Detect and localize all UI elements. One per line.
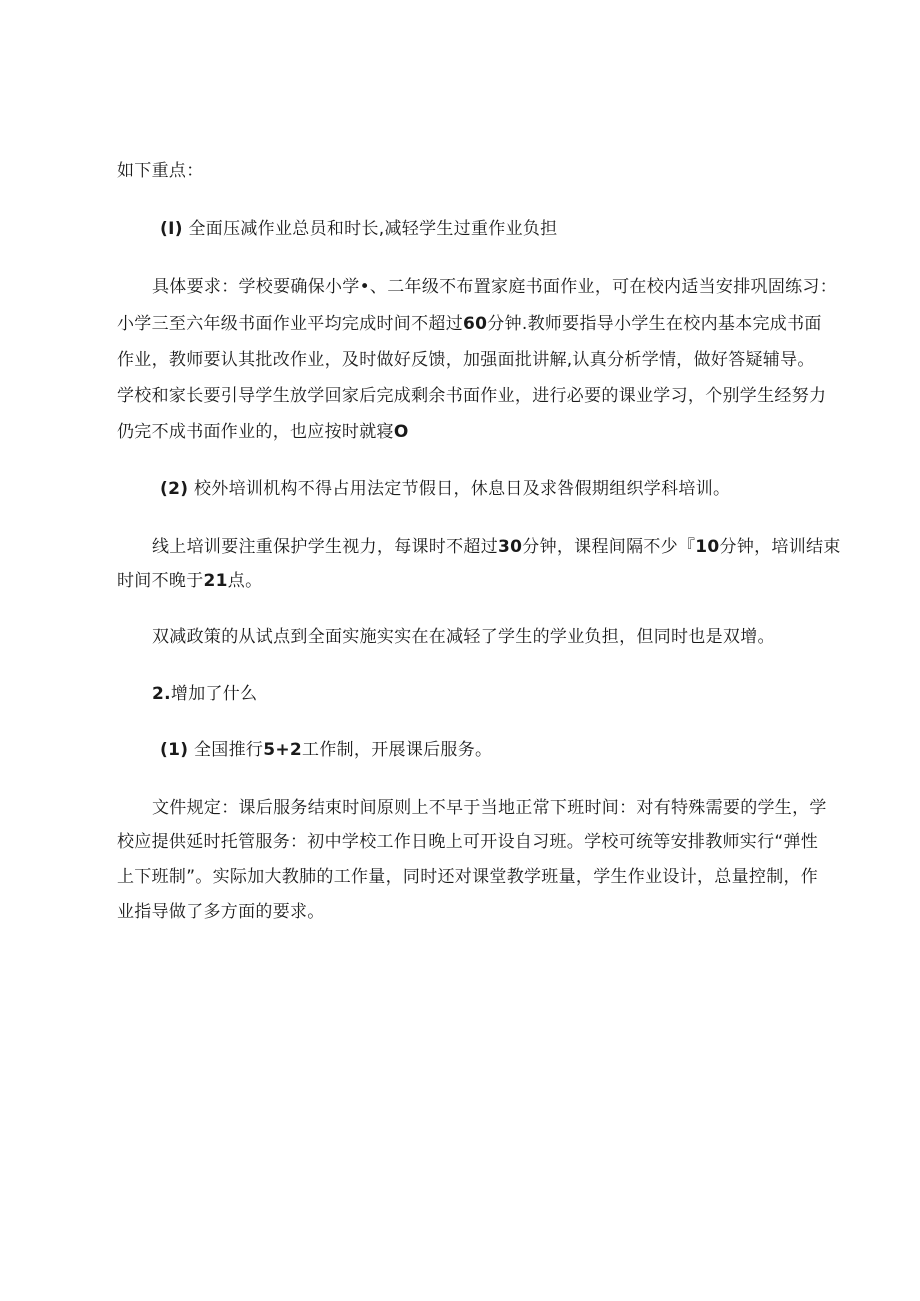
intro-text: 如下重点： xyxy=(117,161,204,181)
section2-line-1: 线上培训要注重保护学生视力，每课时不超过30分钟，课程间隔不少『10分钟，培训结束 xyxy=(152,537,841,557)
section1-line-3: 作业，教师要认其批改作业，及时做好反馈，加强面批讲解,认真分析学情，做好答疑辅导。 xyxy=(117,350,815,370)
section1-line-2: 小学三至六年级书面作业平均完成时间不超过60分钟.教师要指导小学生在校内基本完成书面 xyxy=(117,314,822,334)
section1-heading xyxy=(160,217,558,241)
section1-line-5: 仍完不成书面作业的，也应按时就寝O xyxy=(117,422,409,442)
section2-heading xyxy=(160,477,730,501)
section2-line-2: 时间不晚于21点。 xyxy=(117,571,263,591)
summary-text: 双减政策的从试点到全面实施实实在在减轻了学生的学业负担，但同时也是双增。 xyxy=(152,627,775,647)
section1-number: (I) xyxy=(160,219,183,239)
part2-number: 2. xyxy=(152,684,171,704)
section1-line-1: 具体要求：学校要确保小学•、二年级不布置家庭书面作业，可在校内适当安排巩固练习： xyxy=(152,277,838,297)
section2-title: 校外培训机构不得占用法定节假日，休息日及求咎假期组织学科培训。 xyxy=(194,479,731,499)
section3-line-1: 文件规定：课后服务结束时间原则上不早于当地正常下班时间：对有特殊需要的学生，学 xyxy=(152,798,827,818)
section3-line-4: 业指导做了多方面的要求。 xyxy=(117,902,325,922)
section3-number: (1) xyxy=(160,740,189,760)
section3-heading: (1) 全国推行5+2工作制，开展课后服务。 xyxy=(160,740,493,760)
part2-heading xyxy=(152,682,257,706)
section3-line-2: 校应提供延时托管服务：初中学校工作日晚上可开设自习班。学校可统等安排教师实行“弹性 xyxy=(117,832,819,852)
section1-line-4: 学校和家长要引导学生放学回家后完成剩余书面作业，进行必要的课业学习，个别学生经努力 xyxy=(117,386,827,406)
section2-number: (2) xyxy=(160,479,189,499)
part2-title: 增加了什么 xyxy=(170,684,258,704)
section1-title: 全面压减作业总员和时长,减轻学生过重作业负担 xyxy=(188,219,558,239)
section3-line-3: 上下班制”。实际加大教肺的工作量，同时还对课堂教学班量，学生作业设计，总量控制，作 xyxy=(117,867,819,887)
